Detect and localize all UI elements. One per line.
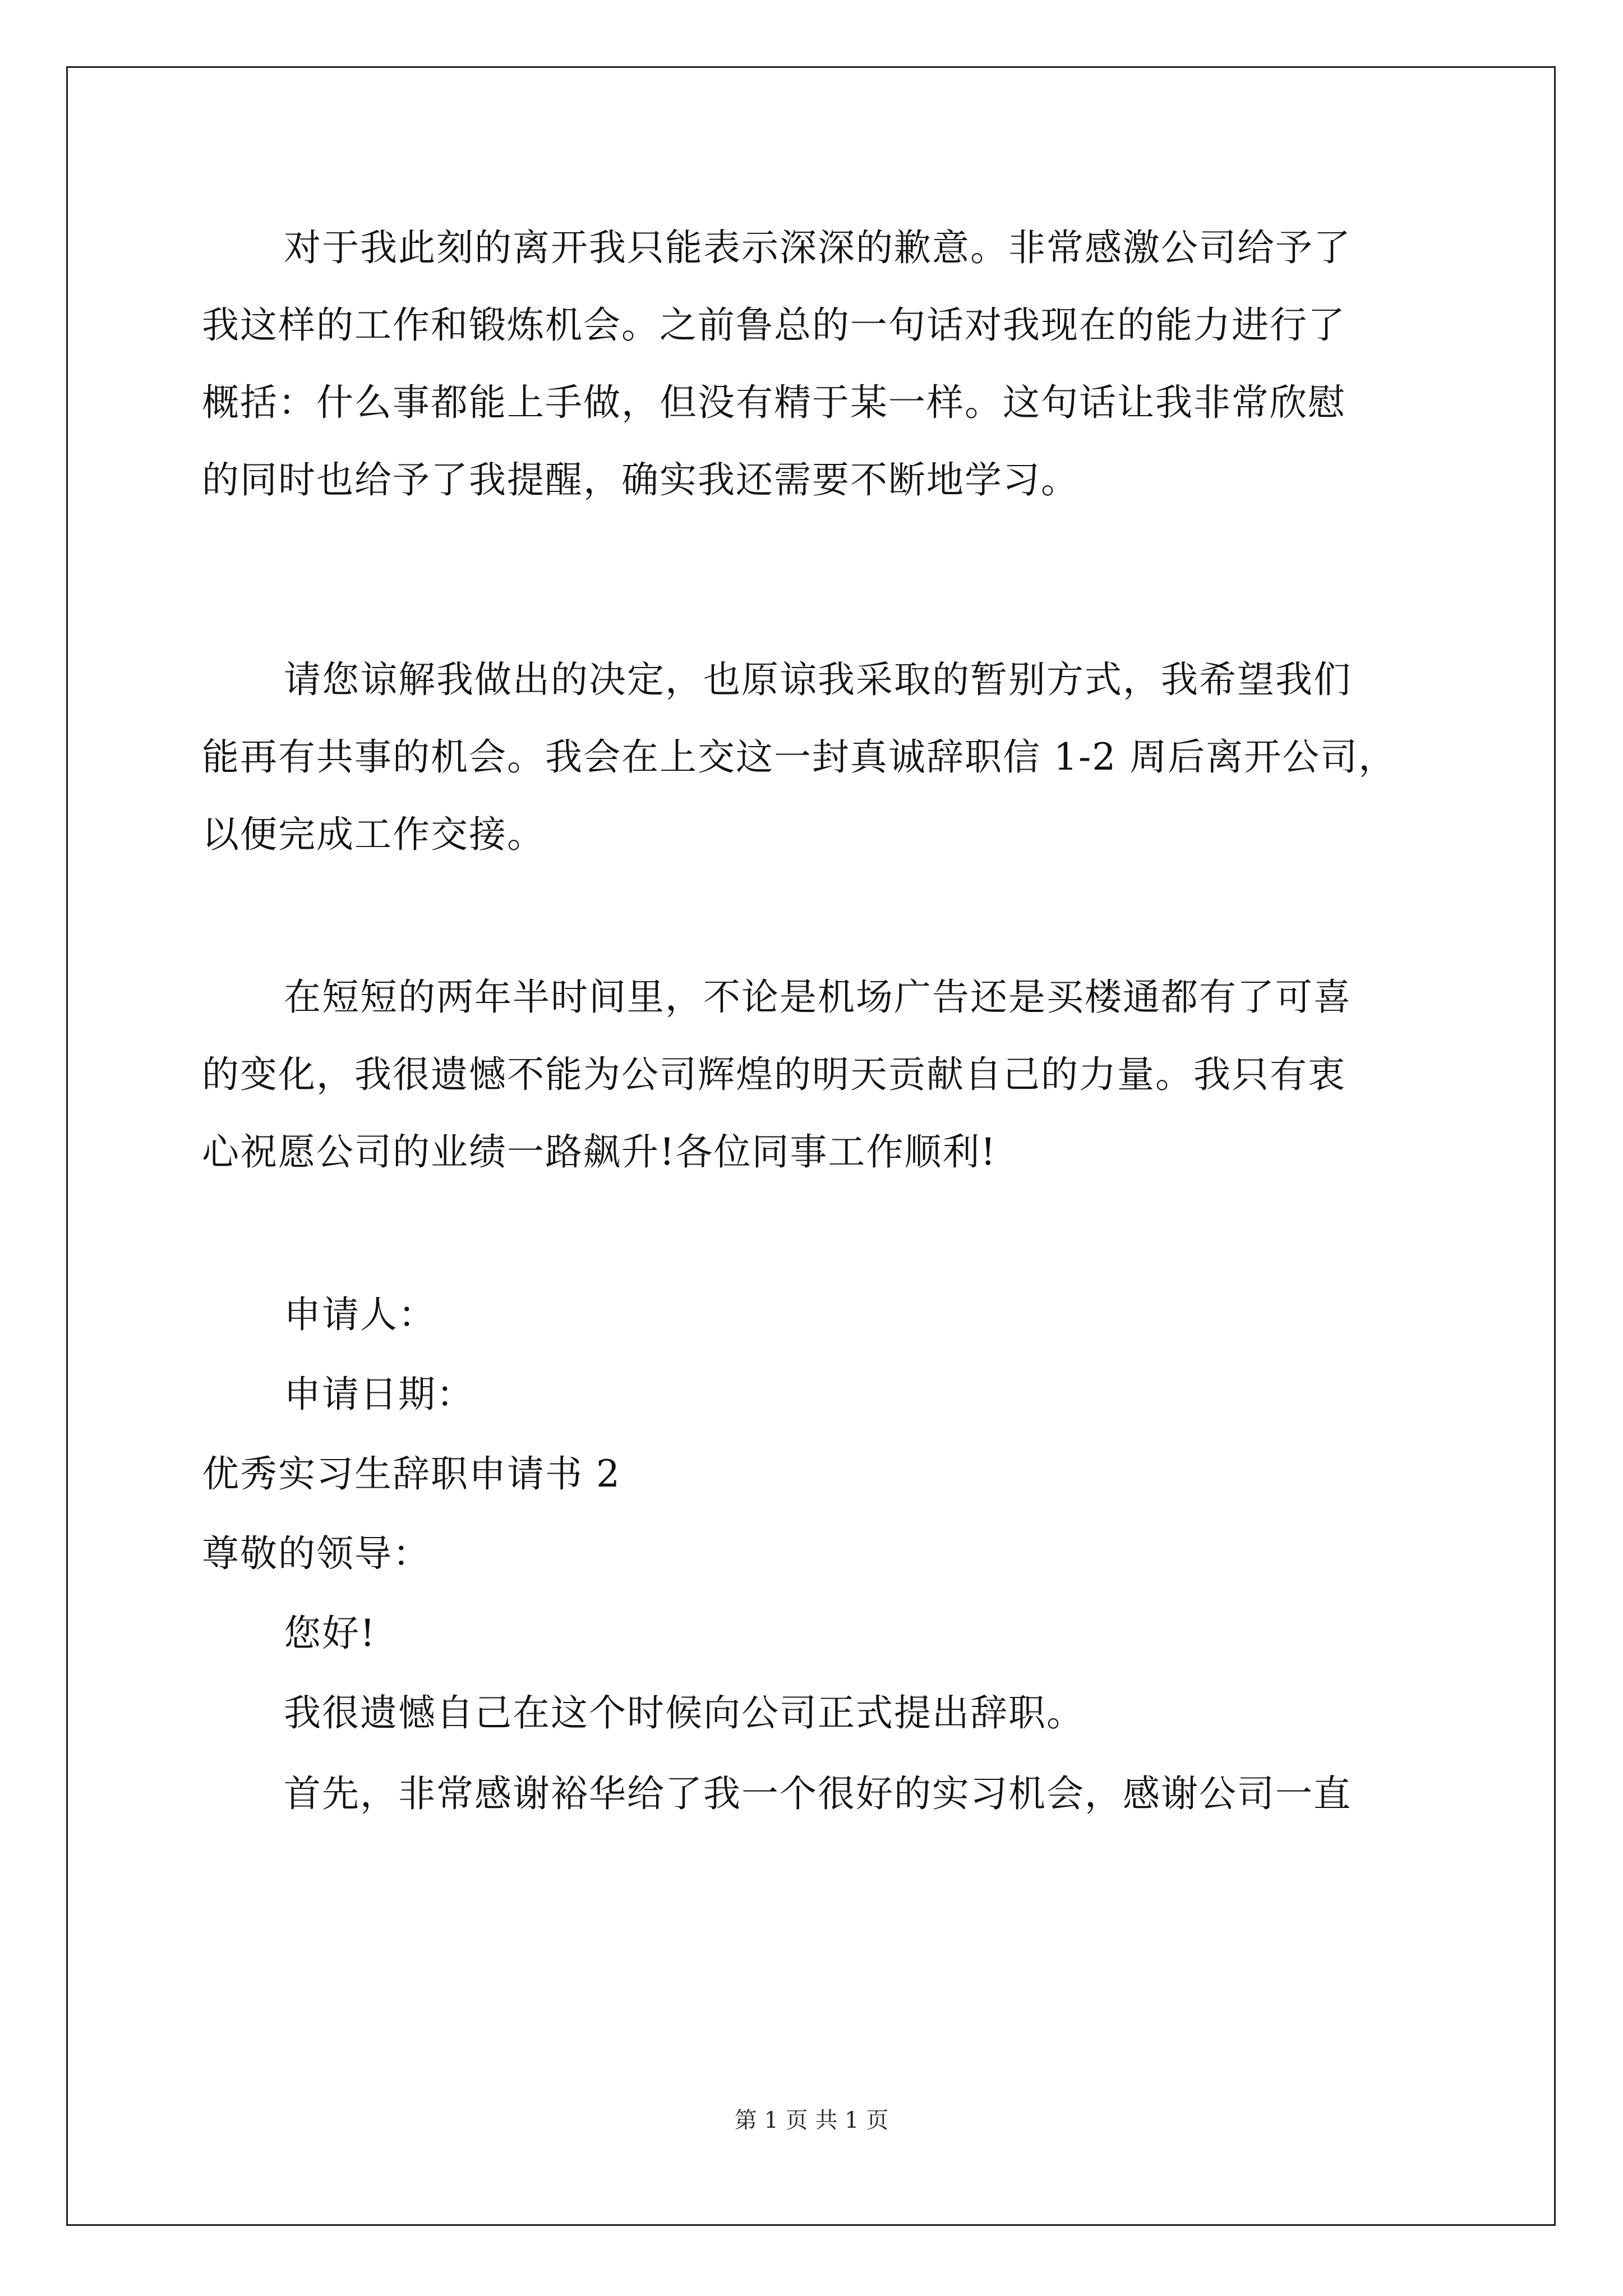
applicant-label: 申请人： [284, 1293, 436, 1336]
greeting: 您好! [284, 1612, 376, 1655]
paragraph-line: 概括：什么事都能上手做，但没有精于某一样。这句话让我非常欣慰 [202, 381, 1346, 424]
application-date-label: 申请日期： [284, 1373, 474, 1416]
paragraph-line: 请您谅解我做出的决定，也原谅我采取的暂别方式，我希望我们 [284, 658, 1352, 701]
paragraph-line: 的变化，我很遗憾不能为公司辉煌的明天贡献自己的力量。我只有衷 [202, 1053, 1346, 1096]
paragraph-line: 以便完成工作交接。 [202, 813, 545, 856]
paragraph-line: 首先，非常感谢裕华给了我一个很好的实习机会，感谢公司一直 [284, 1772, 1352, 1815]
section-title: 优秀实习生辞职申请书 2 [202, 1452, 621, 1496]
salutation: 尊敬的领导： [202, 1532, 431, 1575]
paragraph-line: 能再有共事的机会。我会在上交这一封真诚辞职信 1-2 周后离开公司， [202, 735, 1397, 779]
paragraph-line: 在短短的两年半时间里，不论是机场广告还是买楼通都有了可喜 [284, 976, 1352, 1019]
paragraph-line: 我这样的工作和锻炼机会。之前鲁总的一句话对我现在的能力进行了 [202, 303, 1346, 347]
paragraph-line: 对于我此刻的离开我只能表示深深的歉意。非常感激公司给予了 [284, 226, 1352, 269]
page-footer: 第 1 页 共 1 页 [734, 2108, 889, 2133]
paragraph-line: 我很遗憾自己在这个时候向公司正式提出辞职。 [284, 1691, 1085, 1734]
paragraph-line: 心祝愿公司的业绩一路飙升!各位同事工作顺利! [202, 1130, 997, 1174]
paragraph-line: 的同时也给予了我提醒，确实我还需要不断地学习。 [202, 458, 1079, 501]
